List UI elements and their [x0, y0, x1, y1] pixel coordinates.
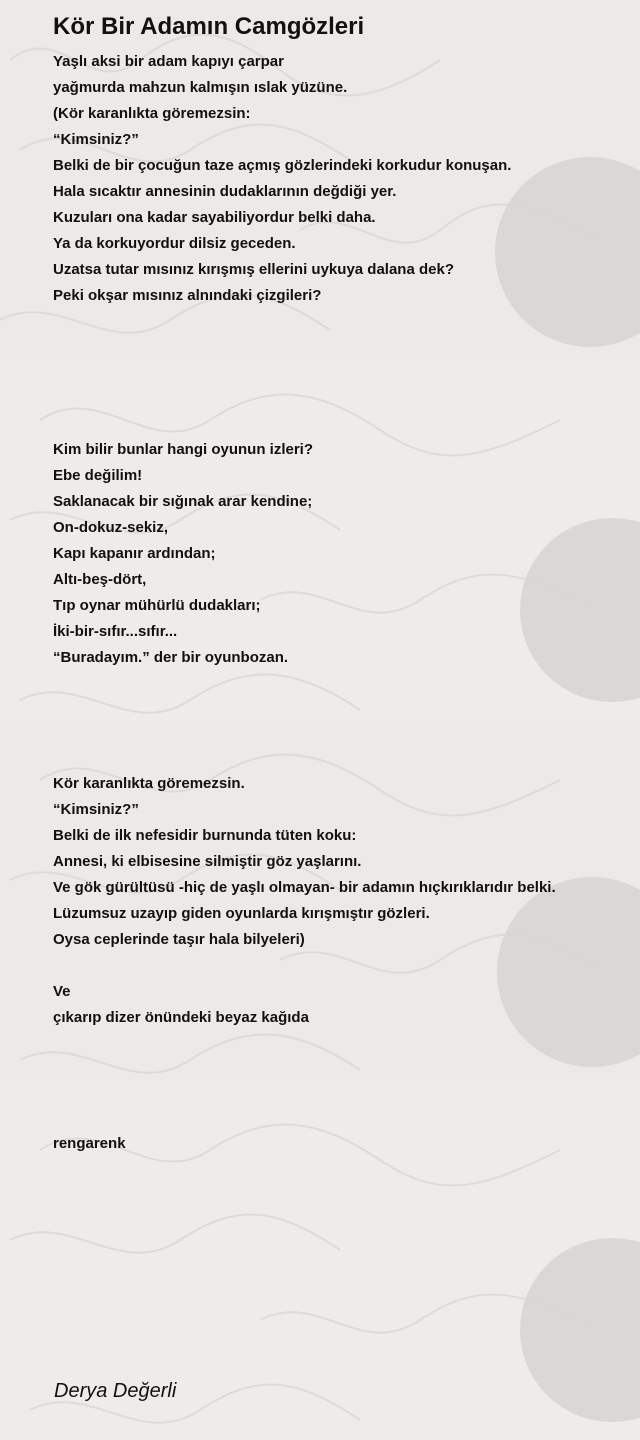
stanza-2 [53, 437, 313, 671]
poem-line: Saklanacak bir sığınak arar kendine; [53, 493, 313, 510]
poem-line: Kim bilir bunlar hangi oyunun izleri? [53, 441, 314, 458]
poem-line: İki-bir-sıfır...sıfır... [53, 623, 178, 640]
poem-line: Kapı kapanır ardından; [53, 545, 216, 562]
poem-line: Kuzuları ona kadar sayabiliyordur belki daha. [53, 209, 376, 226]
poem-line: “Kimsiniz?” [53, 801, 139, 818]
poem-line: Ebe değilim! [53, 467, 143, 484]
poem-line: yağmurda mahzun kalmışın ıslak yüzüne. [53, 79, 348, 96]
poem-line: Yaşlı aksi bir adam kapıyı çarpar [53, 53, 284, 70]
poem-line: Peki okşar mısınız alnındaki çizgileri? [53, 287, 322, 304]
author-signature: Derya Değerli [54, 1380, 177, 1402]
poem-line: On-dokuz-sekiz, [53, 519, 169, 536]
poem-line: Kör karanlıkta göremezsin. [53, 775, 245, 792]
poem-line: “Kimsiniz?” [53, 131, 139, 148]
stanza-5 [53, 1131, 126, 1157]
poem-line: Ya da korkuyordur dilsiz geceden. [53, 235, 296, 252]
poem-line: (Kör karanlıkta göremezsin: [53, 105, 251, 122]
poem-line: Ve gök gürültüsü -hiç de yaşlı olmayan- bir adamın hıçkırıklarıdır belki. [53, 879, 556, 896]
poem-line: Belki de ilk nefesidir burnunda tüten koku: [53, 827, 357, 844]
poem-line: Belki de bir çocuğun taze açmış gözlerindeki korkudur konuşan. [53, 157, 512, 174]
poem-line: Altı-beş-dört, [53, 571, 147, 588]
poem-line: Tıp oynar mühürlü dudakları; [53, 597, 261, 614]
poem-title: Kör Bir Adamın Camgözleri [53, 13, 365, 40]
poem-line: rengarenk [53, 1135, 126, 1152]
poem-line: Annesi, ki elbisesine silmiştir göz yaşlarını. [53, 853, 362, 870]
poem-line: Hala sıcaktır annesinin dudaklarının değdiği yer. [53, 183, 397, 200]
stanza-3 [53, 771, 556, 953]
poem-line: Uzatsa tutar mısınız kırışmış ellerini uykuya dalana dek? [53, 261, 454, 278]
poem-line: Ve [53, 983, 71, 1000]
stanza-4 [53, 979, 309, 1031]
poem-line: çıkarıp dizer önündeki beyaz kağıda [53, 1009, 309, 1026]
stanza-1 [53, 49, 511, 309]
poem-line: Lüzumsuz uzayıp giden oyunlarda kırışmıştır gözleri. [53, 905, 430, 922]
poem-line: “Buradayım.” der bir oyunbozan. [53, 649, 289, 666]
poem-line: Oysa ceplerinde taşır hala bilyeleri) [53, 931, 305, 948]
